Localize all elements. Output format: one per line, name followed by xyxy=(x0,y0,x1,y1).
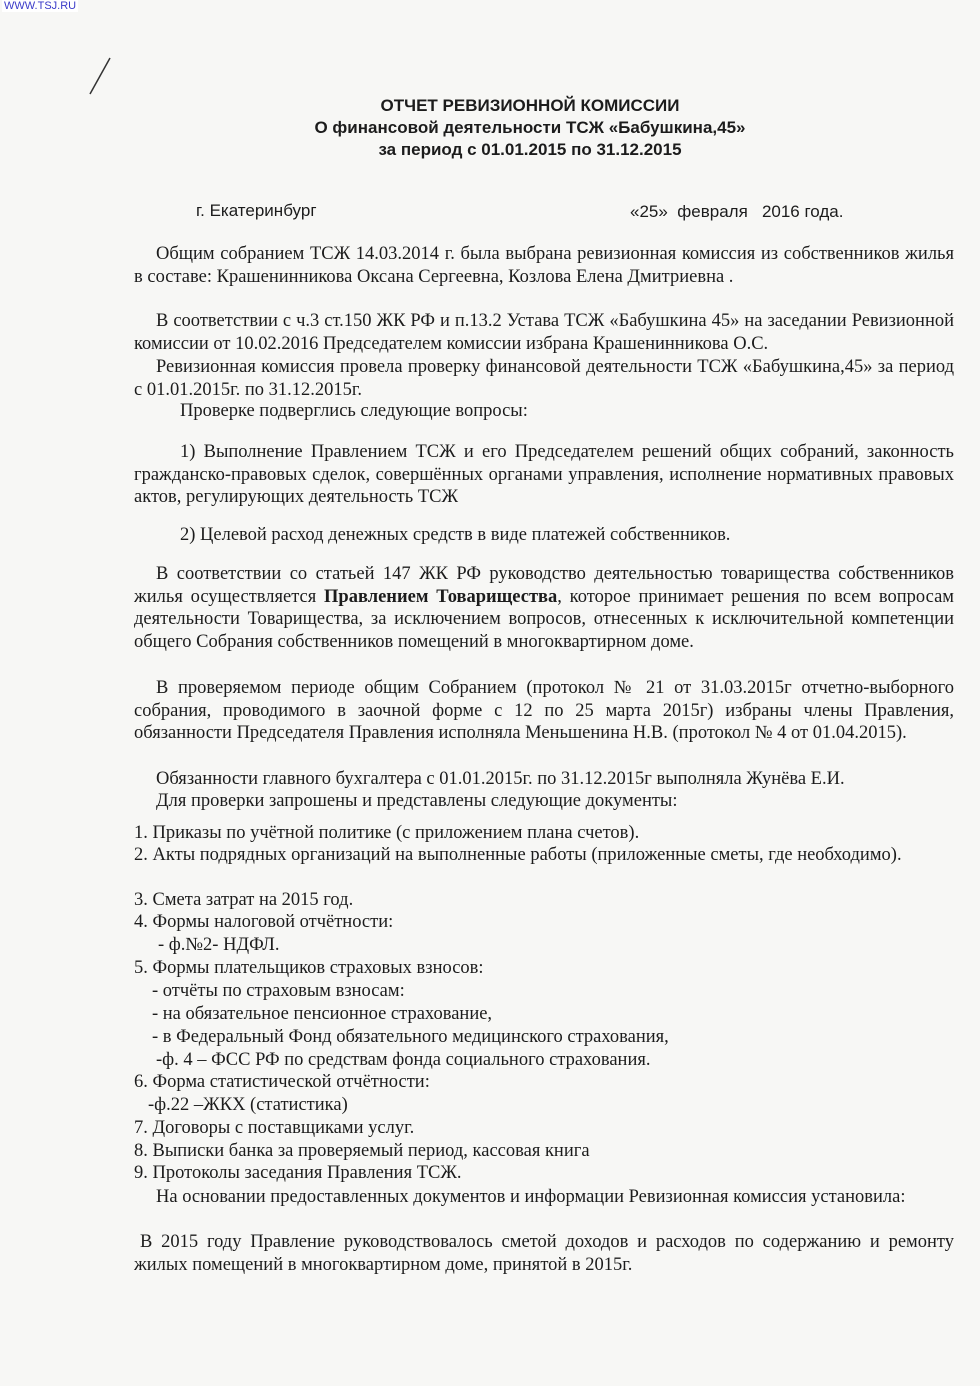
document-subitem: -ф.22 –ЖКХ (статистика) xyxy=(148,1095,348,1115)
paragraph-audit: Ревизионная комиссия провела проверку финансовой деятельности ТСЖ «Бабушкина,45» за период с 01.01.2015г. по 31.12.2015г. xyxy=(134,357,954,400)
document-item: 3. Смета затрат на 2015 год. xyxy=(134,890,354,910)
document-subitem: - в Федеральный Фонд обязательного медицинского страхования, xyxy=(152,1027,669,1047)
document-subitem: - отчёты по страховым взносам: xyxy=(152,981,405,1001)
document-item: 6. Форма статистической отчётности: xyxy=(134,1072,430,1092)
document-item: 2. Акты подрядных организаций на выполненные работы (приложенные сметы, где необходимо). xyxy=(134,845,902,865)
paragraph-board-text-2: , которое принимает решения по всем вопросам деятельности Товарищества, за исключением вопросов, отнесенных к исключительной компетенции общего Собрания собственников помещений в многоквартирном доме. xyxy=(134,586,954,652)
paragraph-findings: На основании предоставленных документов и информации Ревизионная комиссия установила: xyxy=(156,1187,906,1207)
report-subtitle: О финансовой деятельности ТСЖ «Бабушкина,45» xyxy=(314,118,746,137)
document-item: 4. Формы налоговой отчётности: xyxy=(134,912,394,932)
paragraph-documents: Для проверки запрошены и представлены следующие документы: xyxy=(156,791,678,811)
question-1: 1) Выполнение Правлением ТСЖ и его Председателем решений общих собраний, законность гражданско-правовых сделок, совершённых органами управления, исполнение нормативных правовых актов, регулирующих деятельность ТСЖ xyxy=(134,442,954,508)
paragraph-board xyxy=(134,563,954,653)
document-item: 9. Протоколы заседания Правления ТСЖ. xyxy=(134,1163,462,1183)
paragraph-board-bold: Правлением Товарищества xyxy=(324,586,558,607)
paragraph-board-text-1: В соответствии со статьей 147 ЖК РФ руководство деятельностью товарищества собственников жилья осуществляется xyxy=(134,564,954,607)
place: г. Екатеринбург xyxy=(196,201,317,220)
site-watermark: WWW.TSJ.RU xyxy=(4,0,77,12)
paragraph-commission: Общим собранием ТСЖ 14.03.2014 г. была выбрана ревизионная комиссия из собственников жилья в составе: Крашенинникова Оксана Сергеевна, Козлова Елена Дмитриевна . xyxy=(134,244,954,287)
report-date: «25» февраля 2016 года. xyxy=(630,202,844,221)
question-2: 2) Целевой расход денежных средств в виде платежей собственников. xyxy=(180,525,731,545)
document-item: 7. Договоры с поставщиками услуг. xyxy=(134,1118,415,1138)
paragraph-questions: Проверке подверглись следующие вопросы: xyxy=(180,401,528,421)
paragraph-accountant: Обязанности главного бухгалтера с 01.01.2015г. по 31.12.2015г выполняла Жунёва Е.И. xyxy=(156,769,845,789)
report-period: за период с 01.01.2015 по 31.12.2015 xyxy=(378,140,682,159)
paragraph-budget: В 2015 году Правление руководствовалось сметой доходов и расходов по содержанию и ремонту жилых помещений в многоквартирном доме, принятой в 2015г. xyxy=(134,1232,954,1275)
document-subitem: - ф.№2- НДФЛ. xyxy=(158,935,280,955)
pen-stroke-mark xyxy=(86,56,116,96)
paragraph-chairman: В соответствии с ч.3 ст.150 ЖК РФ и п.13.2 Устава ТСЖ «Бабушкина 45» на заседании Ревизионной комиссии от 10.02.2016 Председателем комиссии избрана Крашенинникова О.С. xyxy=(134,311,954,354)
paragraph-period-meeting: В проверяемом периоде общим Собранием (протокол № 21 от 31.03.2015г отчетно-выборного собрания, проводимого в заочной форме с 12 по 25 марта 2015г) избраны члены Правления, обязанности Председателя Правления исполняла Меньшенина Н.В. (протокол № 4 от 01.04.2015). xyxy=(134,678,954,744)
document-subitem: -ф. 4 – ФСС РФ по средствам фонда социального страхования. xyxy=(156,1050,651,1070)
document-item: 1. Приказы по учётной политике (с приложением плана счетов). xyxy=(134,823,640,843)
document-item: 5. Формы плательщиков страховых взносов: xyxy=(134,958,484,978)
document-subitem: - на обязательное пенсионное страхование, xyxy=(152,1004,493,1024)
report-title: ОТЧЕТ РЕВИЗИОННОЙ КОМИССИИ xyxy=(380,96,680,115)
document-item: 8. Выписки банка за проверяемый период, кассовая книга xyxy=(134,1141,590,1161)
